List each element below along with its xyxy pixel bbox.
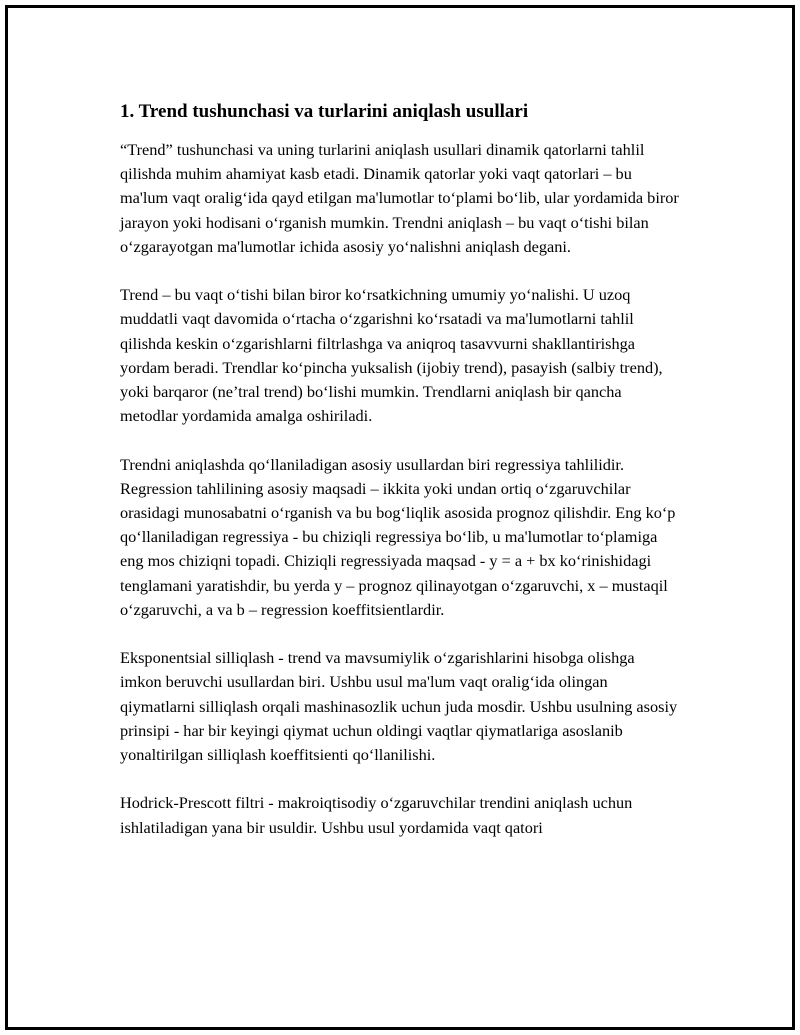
paragraph-trend-intro: “Trend” tushunchasi va uning turlarini aniqlash usullari dinamik qatorlarni tahlil qilishda muhim ahamiyat kasb etadi. Dinamik qatorlar yoki vaqt qatorlari – bu ma'lum vaqt oralig‘ida qayd etilgan ma'lumotlar to‘plami bo‘lib, ular yordamida biror jarayon yoki hodisani o‘rganish mumkin. Trendni aniqlash – bu vaqt o‘tishi bilan o‘zgarayotgan ma'lumotlar ichida asosiy yo‘nalishni aniqlash degani.: [120, 140, 679, 256]
paragraph-regression: Trendni aniqlashda qo‘llaniladigan asosiy usullardan biri regressiya tahlilidir. Regression tahlilining asosiy maqsadi – ikkita yoki undan ortiq o‘zgaruvchilar orasidagi munosabatni o‘rganish va bu bog‘liqlik asosida prognoz qilishdir. Eng ko‘p qo‘llaniladigan regressiya - bu chiziqli regressiya bo‘lib, u ma'lumotlar to‘plamiga eng mos chiziqni topadi. Chiziqli regressiyada maqsad - y = a + bx ko‘rinishidagi tenglamani yaratishdir, bu yerda y – prognoz qilinayotgan o‘zgaruvchi, x – mustaqil o‘zgaruvchi, a va b – regression koeffitsientlardir.: [120, 454, 676, 619]
paragraph-trend-definition: Trend – bu vaqt o‘tishi bilan biror ko‘rsatkichning umumiy yo‘nalishi. U uzoq muddatli vaqt davomida o‘rtacha o‘zgarishni ko‘rsatadi va ma'lumotlarni tahlil qilishda keskin o‘zgarishlarni filtrlashga va aniqroq tasavvurni shakllantirishga yordam beradi. Trendlar ko‘pincha yuksalish (ijobiy trend), pasayish (salbiy trend), yoki barqaror (ne’tral trend) bo‘lishi mumkin. Trendlarni aniqlash bir qancha metodlar yordamida amalga oshiriladi.: [120, 285, 663, 426]
paragraph-exponential-smoothing: Eksponentsial silliqlash - trend va mavsumiylik o‘zgarishlarini hisobga olishga imkon beruvchi usullardan biri. Ushbu usul ma'lum vaqt oralig‘ida olingan qiymatlarni silliqlash orqali mashinasozlik uchun juda mosdir. Ushbu usulning asosiy prinsipi - har bir keyingi qiymat uchun oldingi vaqtlar qiymatlariga asoslanib yonaltirilgan silliqlash koeffitsienti qo‘llanilishi.: [120, 648, 678, 765]
paragraph-hodrick-prescott: Hodrick-Prescott filtri - makroiqtisodiy o‘zgaruvchilar trendini aniqlash uchun ishlatiladigan yana bir usuldir. Ushbu usul yordamida vaqt qatori: [120, 793, 633, 837]
page-frame: [5, 5, 795, 1030]
document-body: [120, 98, 680, 864]
section-heading: 1. Trend tushunchasi va turlarini aniqlash usullari: [120, 101, 529, 122]
